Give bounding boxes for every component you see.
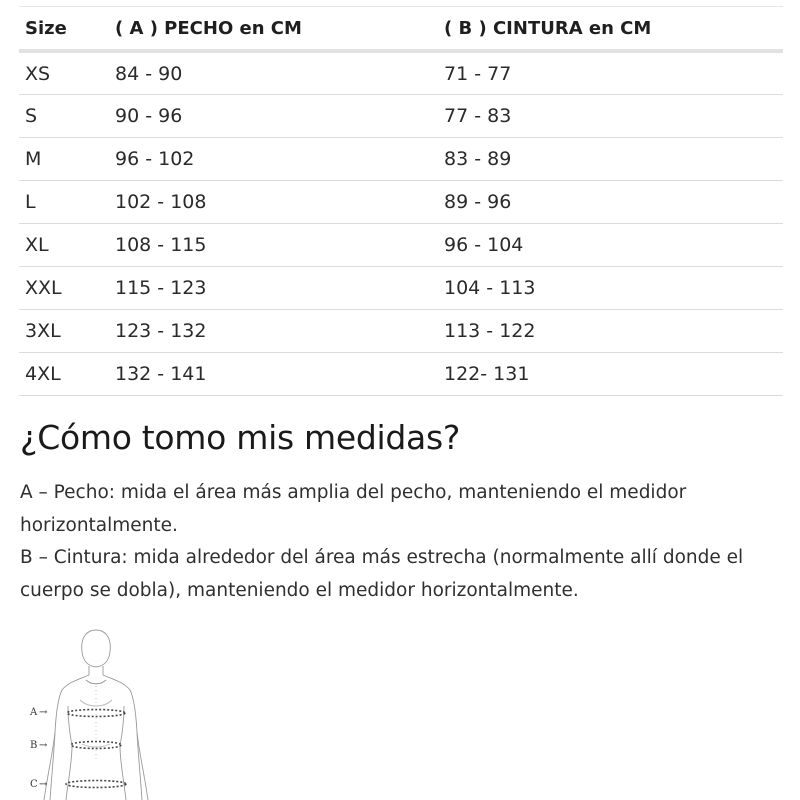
- marker-a-label: A: [30, 707, 38, 718]
- size-cell: XS: [19, 51, 109, 95]
- chest-cell: 84 - 90: [109, 51, 438, 95]
- hip-band: [66, 781, 126, 788]
- chest-cell: 102 - 108: [109, 181, 438, 224]
- waist-cell: 122- 131: [438, 353, 783, 396]
- size-cell: 3XL: [19, 310, 109, 353]
- header-waist: ( B ) CINTURA en CM: [438, 7, 783, 52]
- body-outline: [44, 630, 148, 800]
- chest-cell: 96 - 102: [109, 138, 438, 181]
- size-cell: M: [19, 138, 109, 181]
- chest-cell: 123 - 132: [109, 310, 438, 353]
- waist-cell: 89 - 96: [438, 181, 783, 224]
- waist-cell: 77 - 83: [438, 95, 783, 138]
- size-cell: XL: [19, 224, 109, 267]
- marker-a-arrow: →: [39, 707, 48, 718]
- marker-c-arrow: →: [39, 779, 48, 790]
- size-cell: L: [19, 181, 109, 224]
- body-outline-illustration: [20, 622, 240, 800]
- chest-cell: 132 - 141: [109, 353, 438, 396]
- measure-guide-title: ¿Cómo tomo mis medidas?: [20, 418, 461, 457]
- table-row: [19, 95, 783, 138]
- chest-cell: 90 - 96: [109, 95, 438, 138]
- size-cell: S: [19, 95, 109, 138]
- table-header-row: [19, 7, 783, 52]
- table-row: [19, 353, 783, 396]
- table-row: [19, 310, 783, 353]
- marker-b-arrow: →: [39, 740, 48, 751]
- measurement-bands: [66, 710, 126, 788]
- chest-cell: 108 - 115: [109, 224, 438, 267]
- size-cell: 4XL: [19, 353, 109, 396]
- table-row: [19, 51, 783, 95]
- instruction-chest: A – Pecho: mida el área más amplia del pecho, manteniendo el medidor horizontalmente.: [20, 482, 687, 536]
- header-chest: ( A ) PECHO en CM: [109, 7, 438, 52]
- waist-cell: 71 - 77: [438, 51, 783, 95]
- waist-cell: 113 - 122: [438, 310, 783, 353]
- waist-cell: 83 - 89: [438, 138, 783, 181]
- instruction-waist: B – Cintura: mida alrededor del área más estrecha (normalmente allí donde el cuerpo se dobla), manteniendo el medidor horizontalmente.: [20, 547, 744, 601]
- waist-cell: 104 - 113: [438, 267, 783, 310]
- header-size: Size: [19, 7, 109, 52]
- marker-b-label: B: [30, 740, 38, 751]
- measure-instructions: [20, 477, 790, 607]
- table-row: [19, 267, 783, 310]
- size-chart-table: [19, 6, 783, 396]
- table-row: [19, 224, 783, 267]
- body-measurement-figure: [20, 622, 240, 800]
- size-cell: XXL: [19, 267, 109, 310]
- marker-c-label: C: [30, 779, 38, 790]
- waist-cell: 96 - 104: [438, 224, 783, 267]
- chest-cell: 115 - 123: [109, 267, 438, 310]
- table-row: [19, 181, 783, 224]
- table-row: [19, 138, 783, 181]
